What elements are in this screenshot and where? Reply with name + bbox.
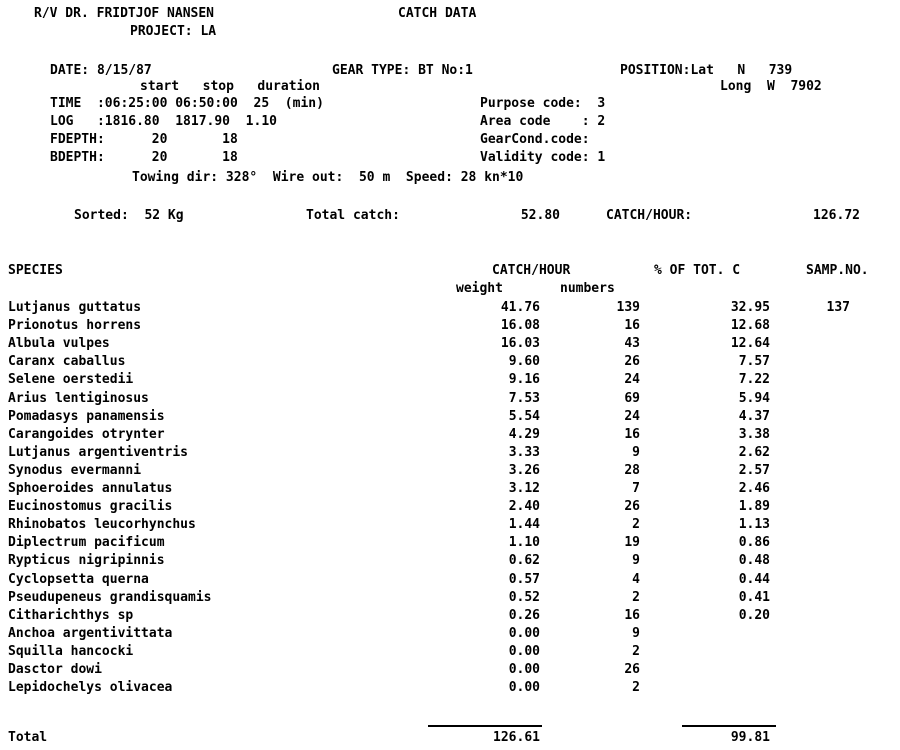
species-cell: Rypticus nigripinnis <box>8 553 165 568</box>
percent-cell: 5.94 <box>738 391 770 406</box>
numbers-cell: 26 <box>624 354 640 369</box>
percent-cell: 3.38 <box>738 427 770 442</box>
total-label: Total <box>8 730 48 745</box>
weight-cell: 0.00 <box>508 644 540 659</box>
species-cell: Eucinostomus gracilis <box>8 499 173 514</box>
weight-cell: 41.76 <box>500 300 540 315</box>
weight-cell: 9.60 <box>508 354 540 369</box>
numbers-cell: 26 <box>624 499 640 514</box>
project-label: PROJECT: LA <box>130 24 217 39</box>
percent-cell: 4.37 <box>738 409 770 424</box>
weight-cell: 0.26 <box>508 608 540 623</box>
weight-cell: 0.00 <box>508 662 540 677</box>
percent-total-rule <box>682 725 776 727</box>
position-long-line: Long W 7902 <box>720 79 822 94</box>
weight-cell: 9.16 <box>508 372 540 387</box>
percent-total-column-header: % OF TOT. C <box>654 263 741 278</box>
purpose-code-line: Purpose code: 3 <box>480 96 606 111</box>
numbers-cell: 2 <box>632 590 640 605</box>
weight-cell: 0.62 <box>508 553 540 568</box>
total-catch-label: Total catch: <box>306 208 400 223</box>
weight-cell: 0.57 <box>508 572 540 587</box>
numbers-cell: 2 <box>632 680 640 695</box>
weight-cell: 3.12 <box>508 481 540 496</box>
numbers-cell: 16 <box>624 427 640 442</box>
fdepth-line: FDEPTH: 20 18 <box>50 132 238 147</box>
numbers-cell: 16 <box>624 608 640 623</box>
numbers-cell: 2 <box>632 517 640 532</box>
species-cell: Squilla hancocki <box>8 644 134 659</box>
gear-type-line: GEAR TYPE: BT No:1 <box>332 63 473 78</box>
species-cell: Dasctor dowi <box>8 662 102 677</box>
species-cell: Selene oerstedii <box>8 372 134 387</box>
weight-total-rule <box>428 725 542 727</box>
numbers-cell: 24 <box>624 409 640 424</box>
date-line: DATE: 8/15/87 <box>50 63 152 78</box>
percent-cell: 2.62 <box>738 445 770 460</box>
percent-cell: 0.48 <box>738 553 770 568</box>
numbers-cell: 2 <box>632 644 640 659</box>
sample-number-column-header: SAMP.NO. <box>806 263 869 278</box>
species-cell: Arius lentiginosus <box>8 391 149 406</box>
weight-cell: 0.00 <box>508 680 540 695</box>
percent-cell: 12.68 <box>730 318 770 333</box>
numbers-cell: 9 <box>632 445 640 460</box>
species-cell: Carangoides otrynter <box>8 427 165 442</box>
weight-subheader: weight <box>456 281 503 296</box>
species-cell: Sphoeroides annulatus <box>8 481 173 496</box>
sample-number-cell: 137 <box>826 300 850 315</box>
weight-cell: 4.29 <box>508 427 540 442</box>
percent-cell: 7.22 <box>738 372 770 387</box>
percent-cell: 1.13 <box>738 517 770 532</box>
percent-cell: 0.86 <box>738 535 770 550</box>
species-cell: Albula vulpes <box>8 336 110 351</box>
catch-per-hour-value: 126.72 <box>813 208 860 223</box>
species-cell: Citharichthys sp <box>8 608 134 623</box>
total-percent-value: 99.81 <box>730 730 770 745</box>
species-cell: Prionotus horrens <box>8 318 142 333</box>
total-weight-value: 126.61 <box>493 730 540 745</box>
weight-cell: 3.33 <box>508 445 540 460</box>
percent-cell: 32.95 <box>730 300 770 315</box>
towing-line: Towing dir: 328° Wire out: 50 m Speed: 28 kn*10 <box>132 170 524 185</box>
position-lat-line: POSITION:Lat N 739 <box>620 63 793 78</box>
numbers-subheader: numbers <box>560 281 615 296</box>
percent-cell: 2.46 <box>738 481 770 496</box>
species-cell: Lutjanus argentiventris <box>8 445 189 460</box>
species-cell: Anchoa argentivittata <box>8 626 173 641</box>
document-title: CATCH DATA <box>398 6 477 21</box>
numbers-cell: 9 <box>632 626 640 641</box>
species-cell: Pomadasys panamensis <box>8 409 165 424</box>
numbers-cell: 7 <box>632 481 640 496</box>
numbers-cell: 139 <box>616 300 640 315</box>
weight-cell: 0.52 <box>508 590 540 605</box>
species-cell: Rhinobatos leucorhynchus <box>8 517 196 532</box>
numbers-cell: 9 <box>632 553 640 568</box>
species-cell: Pseudupeneus grandisquamis <box>8 590 212 605</box>
bdepth-line: BDEPTH: 20 18 <box>50 150 238 165</box>
validity-code-line: Validity code: 1 <box>480 150 606 165</box>
percent-cell: 12.64 <box>730 336 770 351</box>
numbers-cell: 43 <box>624 336 640 351</box>
percent-cell: 0.20 <box>738 608 770 623</box>
vessel-name: R/V DR. FRIDTJOF NANSEN <box>34 6 215 21</box>
numbers-cell: 16 <box>624 318 640 333</box>
percent-cell: 7.57 <box>738 354 770 369</box>
percent-cell: 0.44 <box>738 572 770 587</box>
species-cell: Lutjanus guttatus <box>8 300 142 315</box>
gear-condition-line: GearCond.code: <box>480 132 590 147</box>
weight-cell: 7.53 <box>508 391 540 406</box>
weight-cell: 1.10 <box>508 535 540 550</box>
species-cell: Lepidochelys olivacea <box>8 680 173 695</box>
species-column-header: SPECIES <box>8 263 63 278</box>
numbers-cell: 28 <box>624 463 640 478</box>
numbers-cell: 19 <box>624 535 640 550</box>
numbers-cell: 26 <box>624 662 640 677</box>
species-cell: Cyclopsetta querna <box>8 572 149 587</box>
sorted-weight: Sorted: 52 Kg <box>74 208 184 223</box>
weight-cell: 16.08 <box>500 318 540 333</box>
total-catch-value: 52.80 <box>520 208 560 223</box>
species-cell: Synodus evermanni <box>8 463 142 478</box>
weight-cell: 5.54 <box>508 409 540 424</box>
weight-cell: 2.40 <box>508 499 540 514</box>
weight-cell: 3.26 <box>508 463 540 478</box>
log-line: LOG :1816.80 1817.90 1.10 <box>50 114 277 129</box>
numbers-cell: 4 <box>632 572 640 587</box>
weight-cell: 0.00 <box>508 626 540 641</box>
species-cell: Diplectrum pacificum <box>8 535 165 550</box>
percent-cell: 1.89 <box>738 499 770 514</box>
start-stop-header: start stop duration <box>140 79 321 94</box>
percent-cell: 0.41 <box>738 590 770 605</box>
catch-hour-column-header: CATCH/HOUR <box>492 263 571 278</box>
weight-cell: 16.03 <box>500 336 540 351</box>
percent-cell: 2.57 <box>738 463 770 478</box>
catch-per-hour-label: CATCH/HOUR: <box>606 208 693 223</box>
area-code-line: Area code : 2 <box>480 114 606 129</box>
time-line: TIME :06:25:00 06:50:00 25 (min) <box>50 96 324 111</box>
weight-cell: 1.44 <box>508 517 540 532</box>
species-cell: Caranx caballus <box>8 354 126 369</box>
numbers-cell: 24 <box>624 372 640 387</box>
numbers-cell: 69 <box>624 391 640 406</box>
